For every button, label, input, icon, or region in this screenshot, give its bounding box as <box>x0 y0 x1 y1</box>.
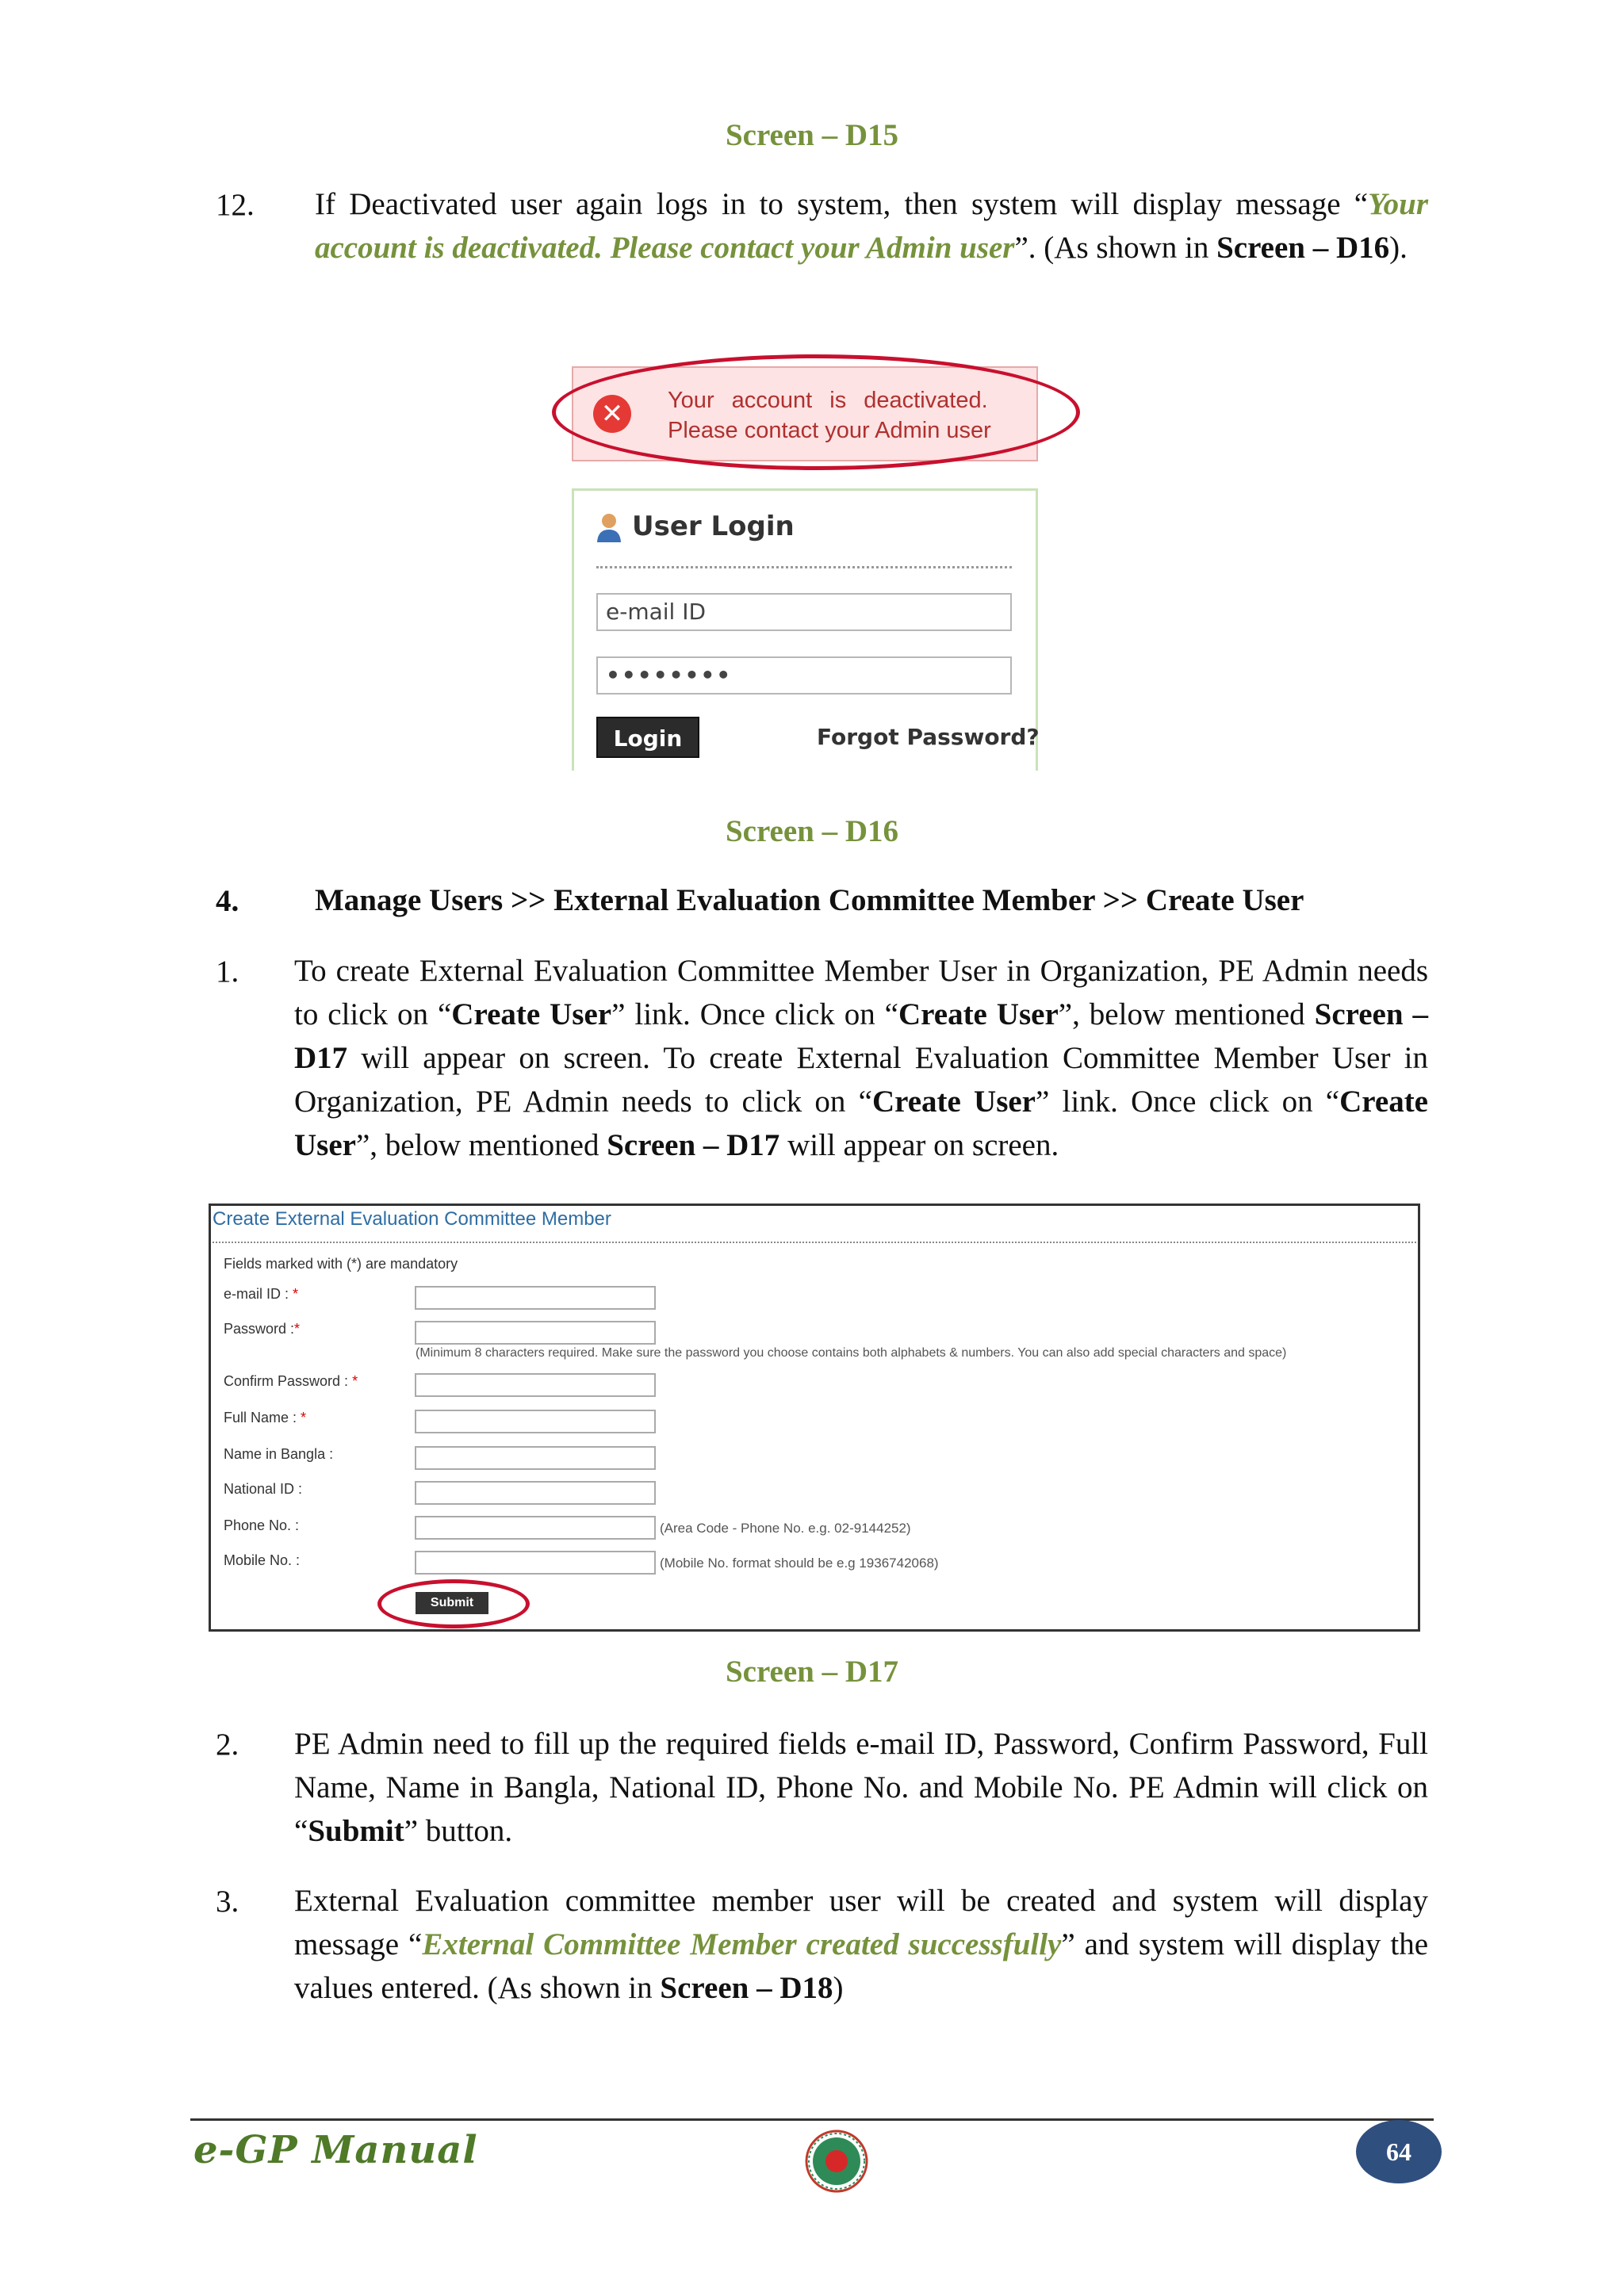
text: To create External Evaluation Committee Member User in Organization, PE Admin needs to click on “ <box>294 954 1428 1031</box>
user-icon <box>595 512 623 544</box>
item-number: 12. <box>216 188 255 222</box>
label-text: e-mail ID : <box>224 1286 289 1302</box>
screen-reference: Screen – D17 <box>607 1128 780 1162</box>
password-input[interactable]: •••••••• <box>596 656 1012 695</box>
error-line-1: Your account is deactivated. <box>668 388 988 413</box>
text: ” and system will display the values entered. (As shown in <box>294 1927 1429 2005</box>
label-phone: Phone No. : <box>224 1517 300 1533</box>
forgot-password-link[interactable]: Forgot Password? <box>817 724 1040 750</box>
step-number: 3. <box>216 1885 239 1919</box>
label-text: Confirm Password : <box>224 1373 349 1389</box>
label-text: Full Name : <box>224 1410 297 1425</box>
text: ” button. <box>404 1814 513 1848</box>
section-heading: Manage Users >> External Evaluation Committee Member >> Create User <box>315 883 1304 917</box>
password-hint: (Minimum 8 characters required. Make sure the password you choose contains both alphabets & numbers. You can also add special characters and space) <box>416 1346 1287 1360</box>
item-12-paragraph <box>315 182 1428 270</box>
divider <box>213 1242 1416 1243</box>
label-password <box>224 1321 300 1337</box>
government-emblem-icon <box>805 2130 868 2193</box>
step-1-paragraph <box>294 949 1428 1167</box>
text: ” link. Once click on “ <box>611 997 898 1031</box>
phone-field[interactable] <box>415 1516 656 1540</box>
footer-rule <box>190 2118 1434 2121</box>
phone-hint: (Area Code - Phone No. e.g. 02-9144252) <box>660 1521 911 1536</box>
text: will appear on screen. To create External Evaluation Committee Member User in Organization, PE Admin needs to click on “ <box>294 1041 1428 1119</box>
text: ). <box>1389 231 1408 265</box>
confirm-password-field[interactable] <box>415 1373 656 1397</box>
mandatory-note: Fields marked with (*) are mandatory <box>224 1256 458 1272</box>
screen-reference: Screen – D17 <box>294 997 1429 1075</box>
label-national-id: National ID : <box>224 1481 303 1497</box>
text: PE Admin need to fill up the required fields e-mail ID, Password, Confirm Password, Full Name, Name in Bangla, National ID, Phone No. and Mobile No. PE Admin will click on “ <box>294 1727 1428 1848</box>
login-title: User Login <box>632 511 795 542</box>
bold-term: Create User <box>898 997 1059 1031</box>
full-name-field[interactable] <box>415 1410 656 1433</box>
screen-reference: Screen – D18 <box>660 1971 833 2005</box>
required-marker: * <box>294 1321 301 1337</box>
bold-term: Create User <box>451 997 612 1031</box>
error-line-2: Please contact your Admin user <box>668 418 991 443</box>
step-3-paragraph <box>294 1879 1428 2010</box>
highlight-ellipse <box>377 1579 530 1628</box>
text: External Evaluation committee member user will be created and system will display message “ <box>294 1884 1428 1961</box>
step-number: 1. <box>216 955 239 989</box>
label-full-name <box>224 1410 306 1426</box>
footer-brand: e-GP Manual <box>193 2128 478 2172</box>
caption-screen-d17: Screen – D17 <box>725 1655 899 1689</box>
login-button[interactable]: Login <box>596 717 699 758</box>
bold-term: Create User <box>294 1085 1428 1162</box>
required-marker: * <box>301 1410 307 1425</box>
text: ”. (As shown in <box>1014 231 1217 265</box>
bold-term: Submit <box>308 1814 404 1848</box>
caption-screen-d16: Screen – D16 <box>725 814 899 848</box>
bold-term: Create User <box>871 1085 1036 1119</box>
screen-reference: Screen – D16 <box>1216 231 1390 265</box>
close-circle-icon: ✕ <box>593 395 631 433</box>
page-number-badge: 64 <box>1356 2120 1442 2183</box>
national-id-field[interactable] <box>415 1481 656 1505</box>
step-2-paragraph <box>294 1722 1428 1853</box>
mobile-hint: (Mobile No. format should be e.g 1936742068) <box>660 1556 939 1571</box>
step-number: 2. <box>216 1728 239 1762</box>
highlighted-message: Your account is deactivated. Please contact your Admin user <box>315 187 1428 265</box>
submit-button[interactable]: Submit <box>416 1592 488 1614</box>
password-field[interactable] <box>415 1321 656 1345</box>
highlight-ellipse <box>552 354 1080 470</box>
text: ) <box>833 1971 844 2005</box>
divider <box>596 566 1012 568</box>
label-name-bangla: Name in Bangla : <box>224 1446 334 1462</box>
section-number: 4. <box>216 884 239 918</box>
label-confirm-password <box>224 1373 358 1390</box>
caption-screen-d15: Screen – D15 <box>725 118 899 152</box>
label-email <box>224 1286 298 1303</box>
label-text: Password : <box>224 1321 295 1337</box>
form-title: Create External Evaluation Committee Member <box>213 1208 611 1230</box>
label-mobile: Mobile No. : <box>224 1552 301 1568</box>
text: ”, below mentioned <box>355 1128 607 1162</box>
text: will appear on screen. <box>779 1128 1059 1162</box>
name-bangla-field[interactable] <box>415 1446 656 1470</box>
highlighted-message: External Committee Member created successfully <box>422 1927 1062 1961</box>
email-field[interactable] <box>415 1286 656 1310</box>
required-marker: * <box>293 1286 299 1302</box>
text: If Deactivated user again logs in to system, then system will display message “ <box>315 187 1369 221</box>
required-marker: * <box>352 1373 358 1389</box>
text: ”, below mentioned <box>1058 997 1315 1031</box>
text: ” link. Once click on “ <box>1036 1085 1340 1119</box>
email-input[interactable]: e-mail ID <box>596 593 1012 631</box>
mobile-field[interactable] <box>415 1551 656 1575</box>
